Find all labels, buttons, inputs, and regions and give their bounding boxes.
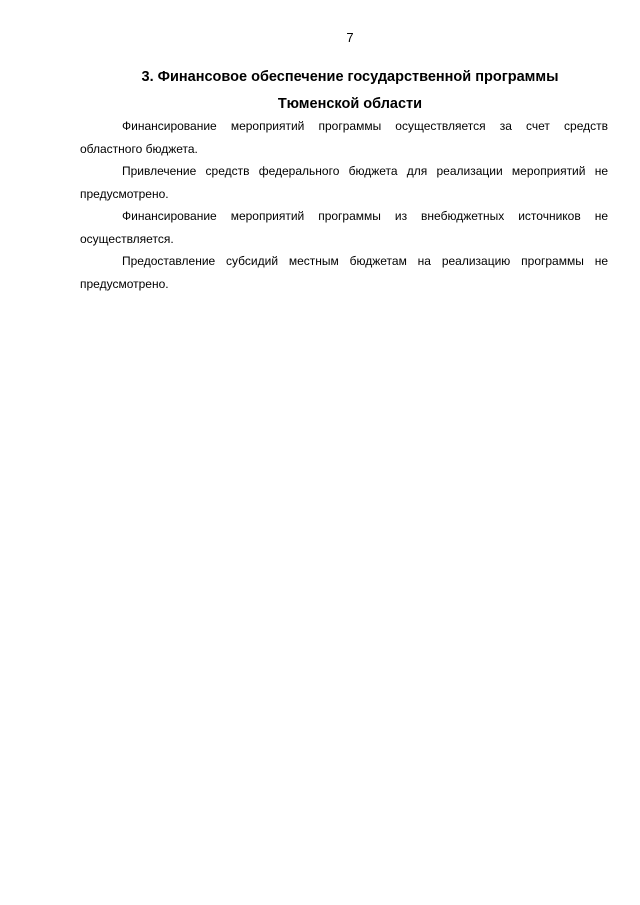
page-number: 7 [346, 30, 354, 45]
paragraph-regional-budget-funding: Финансирование мероприятий программы осуществляется за счет средств областного бюджета. [80, 119, 608, 156]
section-title-line-1: 3. Финансовое обеспечение государственной программы [141, 69, 559, 85]
section-title [80, 64, 620, 118]
paragraph-extrabudgetary-funding: Финансирование мероприятий программы из внебюджетных источников не осуществляется. [80, 209, 608, 246]
paragraph-federal-budget-funding: Привлечение средств федерального бюджета для реализации мероприятий не предусмотрено. [80, 164, 608, 201]
section-title-line-2: Тюменской области [277, 96, 423, 112]
paragraph-local-subsidies: Предоставление субсидий местным бюджетам на реализацию программы не предусмотрено. [80, 254, 608, 291]
section-body [80, 115, 608, 295]
